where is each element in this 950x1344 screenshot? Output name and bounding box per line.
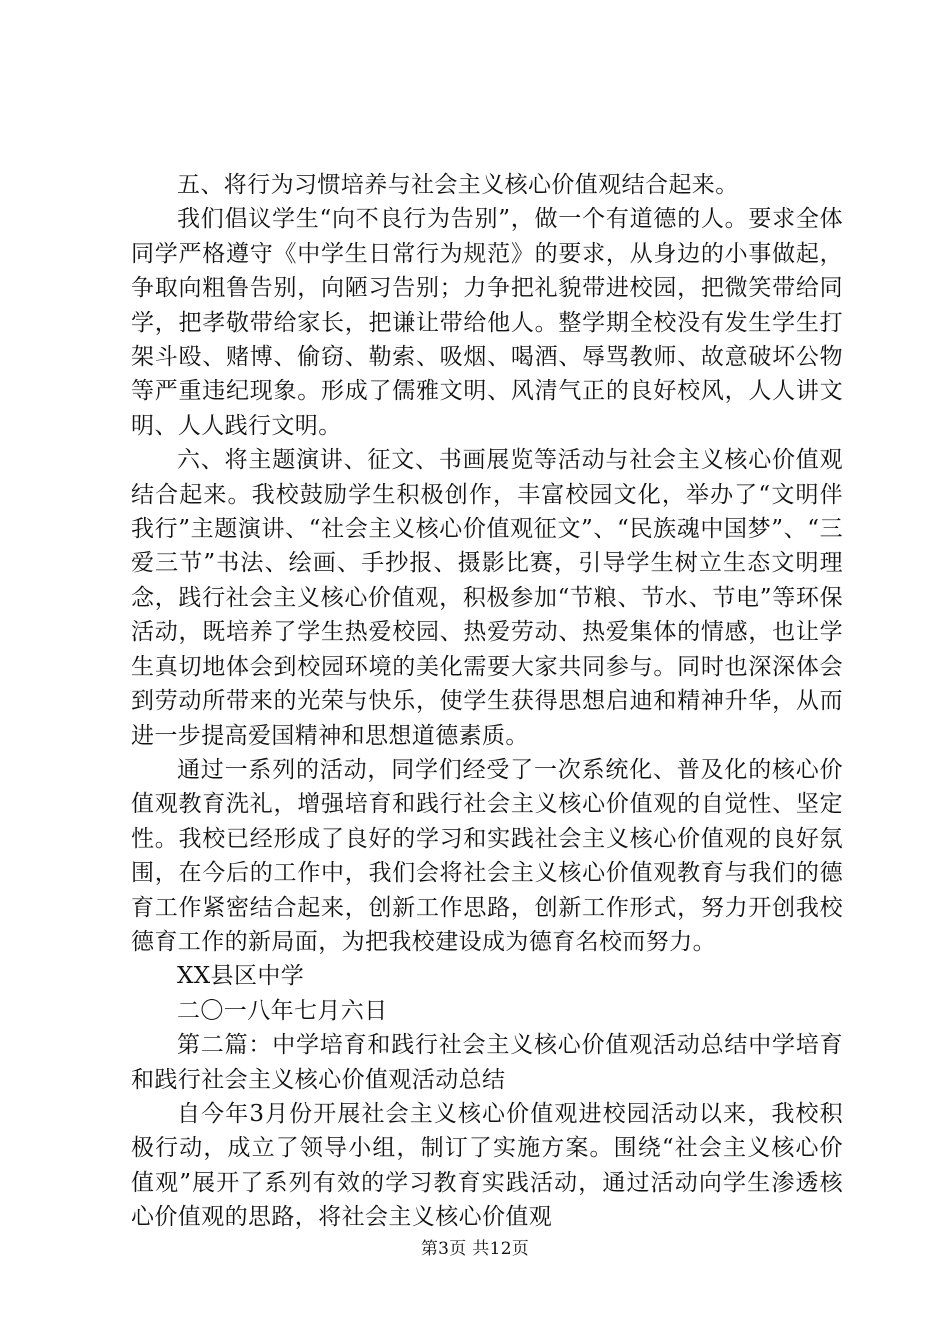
paragraph-behavior-initiative: 我们倡议学生“向不良行为告别”，做一个有道德的人。要求全体同学严格遵守《中学生日常行为规范》的要求，从身边的小事做起，争取向粗鲁告别，向陋习告别；力争把礼貌带进校园，把微笑带给同学，把孝敬带给家长，把谦让带给他人。整学期全校没有发生学生打架斗殴、赌博、偷窃、勒索、吸烟、喝酒、辱骂教师、故意破坏公物等严重违纪现象。形成了儒雅文明、风清气正的良好校风，人人讲文明、人人践行文明。 [131,206,843,439]
section-six-paragraph: 六、将主题演讲、征文、书画展览等活动与社会主义核心价值观结合起来。我校鼓励学生积极创作，丰富校园文化，举办了“文明伴我行”主题演讲、“社会主义核心价值观征文”、“民族魂中国梦”、“三爱三节”书法、绘画、手抄报、摄影比赛，引导学生树立生态文明理念，践行社会主义核心价值观，积极参加“节粮、节水、节电”等环保活动，既培养了学生热爱校园、热爱劳动、热爱集体的情感，也让学生真切地体会到校园环境的美化需要大家共同参与。同时也深深体会到劳动所带来的光荣与快乐，使学生获得思想启迪和精神升华，从而进一步提高爱国精神和思想道德素质。 [131,447,843,749]
section-five-heading: 五、将行为习惯培养与社会主义核心价值观结合起来。 [177,172,739,198]
part-two-title: 第二篇：中学培育和践行社会主义核心价值观活动总结中学培育和践行社会主义核心价值观活动总结 [131,1032,843,1093]
signature-date: 二〇一八年七月六日 [177,997,388,1024]
page-number-footer: 第3页 共12页 [420,1239,530,1259]
signature-school: XX县区中学 [177,963,305,990]
paragraph-conclusion: 通过一系列的活动，同学们经受了一次系统化、普及化的核心价值观教育洗礼，增强培育和践行社会主义核心价值观的自觉性、坚定性。我校已经形成了良好的学习和实践社会主义核心价值观的良好氛围，在今后的工作中，我们会将社会主义核心价值观教育与我们的德育工作紧密结合起来，创新工作思路，创新工作形式，努力开创我校德育工作的新局面，为把我校建设成为德育名校而努力。 [131,756,843,955]
part-two-paragraph: 自今年3月份开展社会主义核心价值观进校园活动以来，我校积极行动，成立了领导小组，制订了实施方案。围绕“社会主义核心价值观”展开了系列有效的学习教育实践活动，通过活动向学生渗透核心价值观的思路，将社会主义核心价值观 [131,1100,843,1231]
document-body [131,168,843,1235]
